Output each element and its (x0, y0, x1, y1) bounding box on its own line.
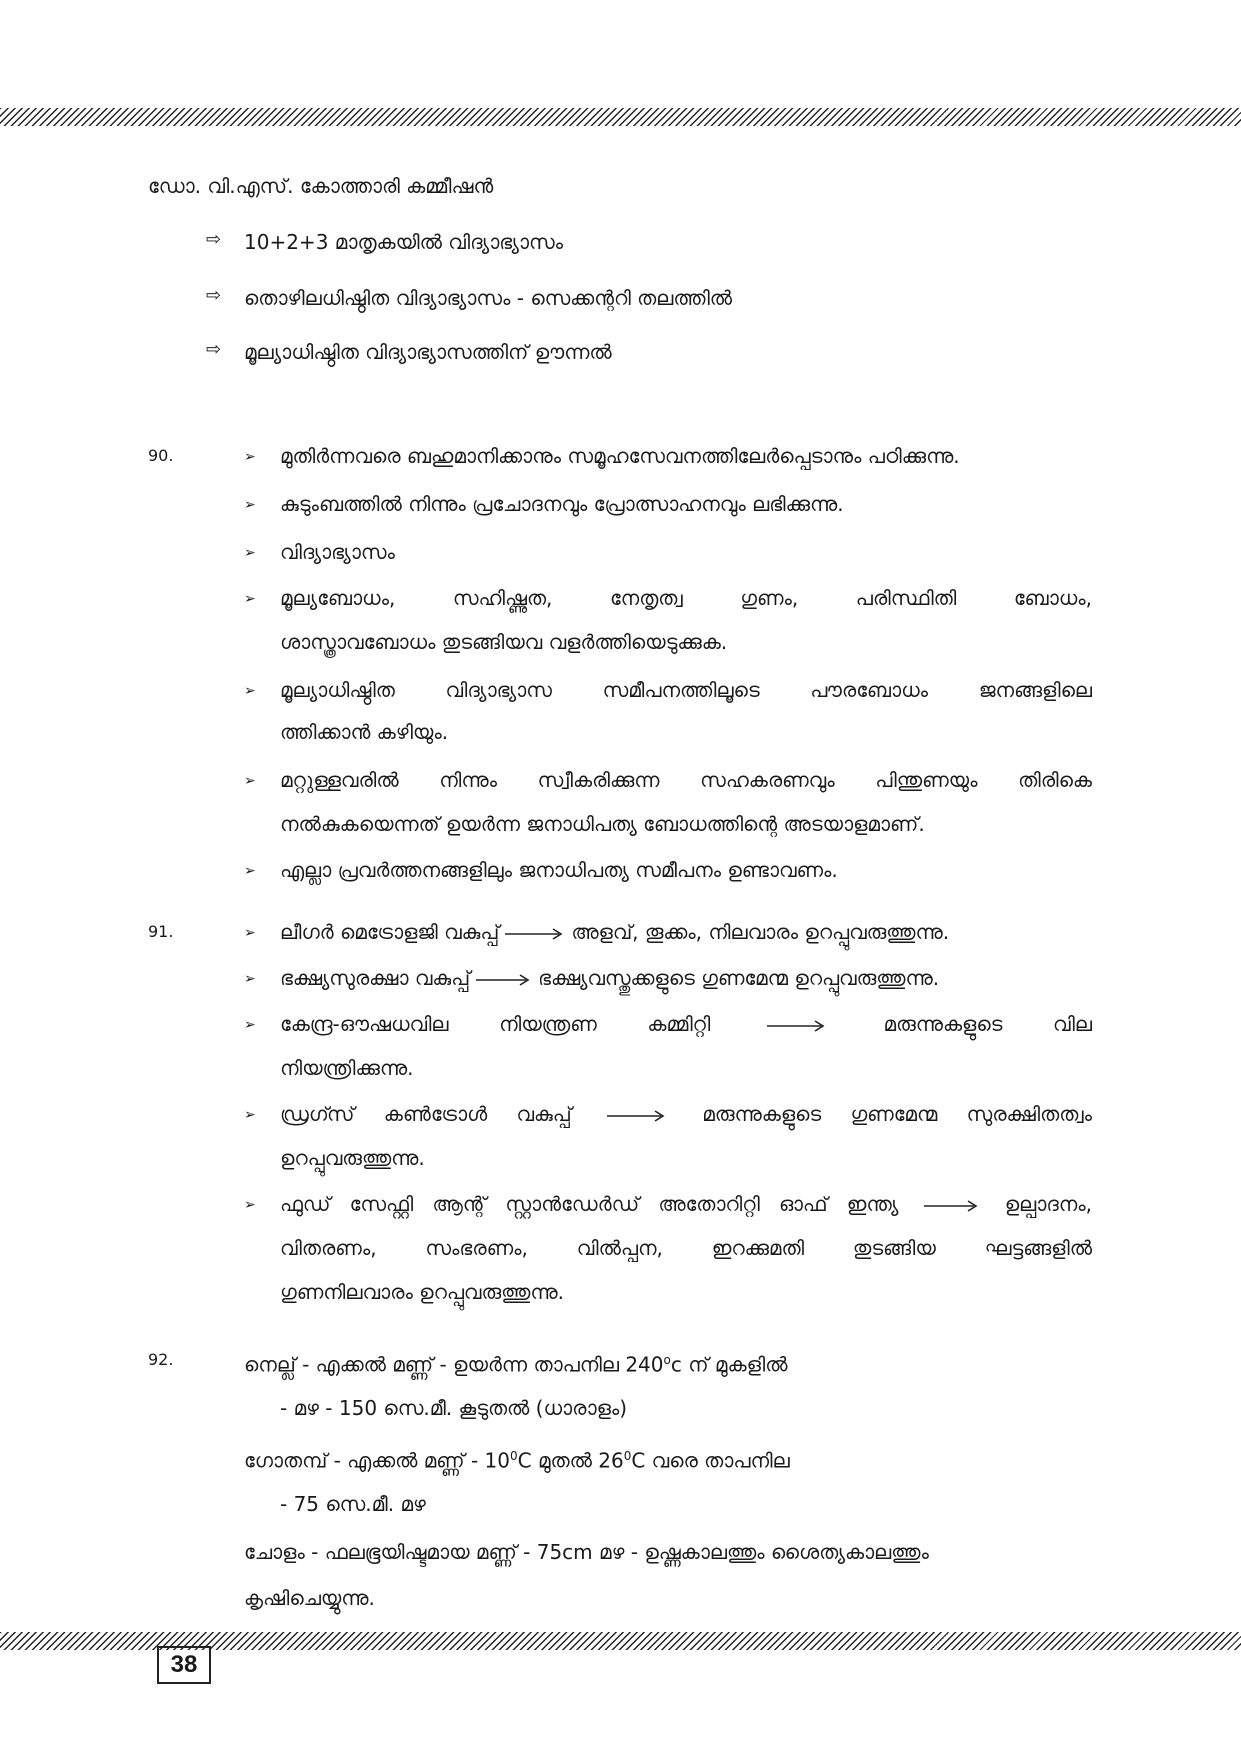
department-name: ലീഗർ മെട്രോളജി വകുപ്പ് (280, 920, 500, 944)
answer-item: മറ്റുള്ളവരിൽ നിന്നും സ്വീകരിക്കുന്ന സഹകരണവും പിന്തുണയും തിരികെ (280, 768, 1092, 792)
page-number: 38 (157, 1646, 211, 1684)
department-role: ഉല്പാദനം, (1004, 1192, 1092, 1216)
answer-item-continued: ത്തിക്കാൻ കഴിയും. (280, 720, 449, 744)
right-arrow-icon (924, 1200, 980, 1212)
answer-item (280, 1190, 1092, 1218)
answer-item (280, 964, 939, 992)
answer-item (280, 1100, 1092, 1128)
answer-item (280, 1010, 1092, 1038)
triangle-bullet-icon: ➢ (244, 683, 256, 699)
crop-text: c ന് മുകളിൽ (670, 1352, 788, 1377)
arrow-bullet-icon: ⇨ (206, 229, 222, 250)
heading-point: മൂല്യാധിഷ്ഠിത വിദ്യാഭ്യാസത്തിന് ഊന്നൽ (244, 340, 612, 364)
answer-item-continued: നിയന്ത്രിക്കുന്നു. (280, 1056, 414, 1080)
department-role: മരുന്നുകളുടെ വില (883, 1012, 1092, 1036)
question-number: 92. (148, 1350, 174, 1369)
arrow-bullet-icon: ⇨ (206, 285, 222, 306)
right-arrow-icon (767, 1020, 827, 1032)
triangle-bullet-icon: ➢ (244, 545, 256, 561)
answer-item (280, 918, 949, 946)
department-name: ഭക്ഷ്യസുരക്ഷാ വകുപ്പ് (280, 966, 471, 990)
commission-heading: ഡോ. വി.എസ്. കോത്താരി കമ്മീഷൻ (148, 174, 494, 198)
degree-sup: 0 (623, 1449, 632, 1463)
department-name: ഫുഡ് സേഫ്റ്റി ആന്റ് സ്റ്റാൻഡേർഡ് അതോറിറ്റി ഓഫ് ഇന്ത്യ (280, 1192, 899, 1216)
right-arrow-icon (505, 928, 565, 940)
answer-item-continued: വിതരണം, സംഭരണം, വിൽപ്പന, ഇറക്കുമതി തുടങ്ങിയ ഘട്ടങ്ങളിൽ (280, 1236, 1092, 1260)
triangle-bullet-icon: ➢ (244, 1197, 256, 1213)
answer-item: മൂല്യബോധം, സഹിഷ്ണുത, നേതൃത്വ ഗുണം, പരിസ്ഥിതി ബോധം, (280, 586, 1092, 610)
crop-text: നെല്ല് - എക്കൽ മണ്ണ് - ഉയർന്ന താപനില 240 (244, 1352, 664, 1377)
degree-sup: 0 (510, 1449, 518, 1463)
department-name: കേന്ദ്ര-ഔഷധവില നിയന്ത്രണ കമ്മിറ്റി (280, 1012, 711, 1036)
triangle-bullet-icon: ➢ (244, 773, 256, 789)
arrow-bullet-icon: ⇨ (206, 339, 222, 360)
heading-point: തൊഴിലധിഷ്ഠിത വിദ്യാഭ്യാസം - സെക്കന്ററി തലത്തിൽ (244, 286, 733, 310)
triangle-bullet-icon: ➢ (244, 497, 256, 513)
question-number: 91. (148, 922, 174, 941)
degree-sup: o (663, 1353, 671, 1367)
heading-point: 10+2+3 മാതൃകയിൽ വിദ്യാഭ്യാസം (244, 230, 564, 254)
triangle-bullet-icon: ➢ (244, 1017, 256, 1033)
triangle-bullet-icon: ➢ (244, 863, 256, 879)
triangle-bullet-icon: ➢ (244, 971, 256, 987)
triangle-bullet-icon: ➢ (244, 591, 256, 607)
crop-line (244, 1442, 790, 1475)
triangle-bullet-icon: ➢ (244, 449, 256, 465)
crop-line: കൃഷിചെയ്യുന്നു. (244, 1586, 375, 1610)
triangle-bullet-icon: ➢ (244, 1107, 256, 1123)
answer-item-continued: നൽകുകയെന്നത് ഉയർന്ന ജനാധിപത്യ ബോധത്തിന്റെ അടയാളമാണ്. (280, 812, 925, 836)
top-hatch-border (0, 108, 1241, 126)
department-role: മരുന്നുകളുടെ ഗുണമേന്മ സുരക്ഷിതത്വം (702, 1102, 1092, 1126)
crop-text: C വരെ താപനില (631, 1448, 790, 1473)
question-number: 90. (148, 446, 174, 465)
answer-item: എല്ലാ പ്രവർത്തനങ്ങളിലും ജനാധിപത്യ സമീപനം ഉണ്ടാവണം. (280, 858, 838, 882)
department-name: ഡ്രഗ്സ് കൺട്രോൾ വകുപ്പ് (280, 1102, 572, 1126)
department-role: അളവ്, തൂക്കം, നിലവാരം ഉറപ്പുവരുത്തുന്നു. (571, 920, 950, 944)
answer-item: മുതിർന്നവരെ ബഹുമാനിക്കാനും സമൂഹസേവനത്തിലേർപ്പെടാനും പഠിക്കുന്നു. (280, 444, 960, 468)
answer-item-continued: ശാസ്ത്രാവബോധം തുടങ്ങിയവ വളർത്തിയെടുക്കുക. (280, 630, 728, 654)
answer-item: വിദ്യാഭ്യാസം (280, 540, 395, 564)
right-arrow-icon (607, 1110, 667, 1122)
crop-line: ചോളം - ഫലഭൂയിഷ്ടമായ മണ്ണ് - 75cm മഴ - ഉഷ്ണകാലത്തും ശൈത്യകാലത്തും (244, 1540, 929, 1564)
answer-item: മൂല്യാധിഷ്ഠിത വിദ്യാഭ്യാസ സമീപനത്തിലൂടെ പൗരബോധം ജനങ്ങളിലെ (280, 678, 1092, 702)
department-role: ഭക്ഷ്യവസ്തുക്കളുടെ ഗുണമേന്മ ഉറപ്പുവരുത്തുന്നു. (538, 966, 940, 990)
triangle-bullet-icon: ➢ (244, 925, 256, 941)
crop-text: C മുതൽ 26 (517, 1448, 624, 1473)
answer-item-continued: ഉറപ്പുവരുത്തുന്നു. (280, 1146, 425, 1170)
crop-line (244, 1346, 787, 1379)
crop-line: - മഴ - 150 സെ.മീ. കൂടുതൽ (ധാരാളം) (280, 1396, 628, 1420)
answer-item-continued: ഗുണനിലവാരം ഉറപ്പുവരുത്തുന്നു. (280, 1280, 564, 1304)
right-arrow-icon (476, 974, 532, 986)
answer-item: കുടുംബത്തിൽ നിന്നും പ്രചോദനവും പ്രോത്സാഹനവും ലഭിക്കുന്നു. (280, 492, 844, 516)
crop-text: ഗോതമ്പ് - എക്കൽ മണ്ണ് - 10 (244, 1448, 510, 1473)
crop-line: - 75 സെ.മീ. മഴ (280, 1492, 426, 1516)
